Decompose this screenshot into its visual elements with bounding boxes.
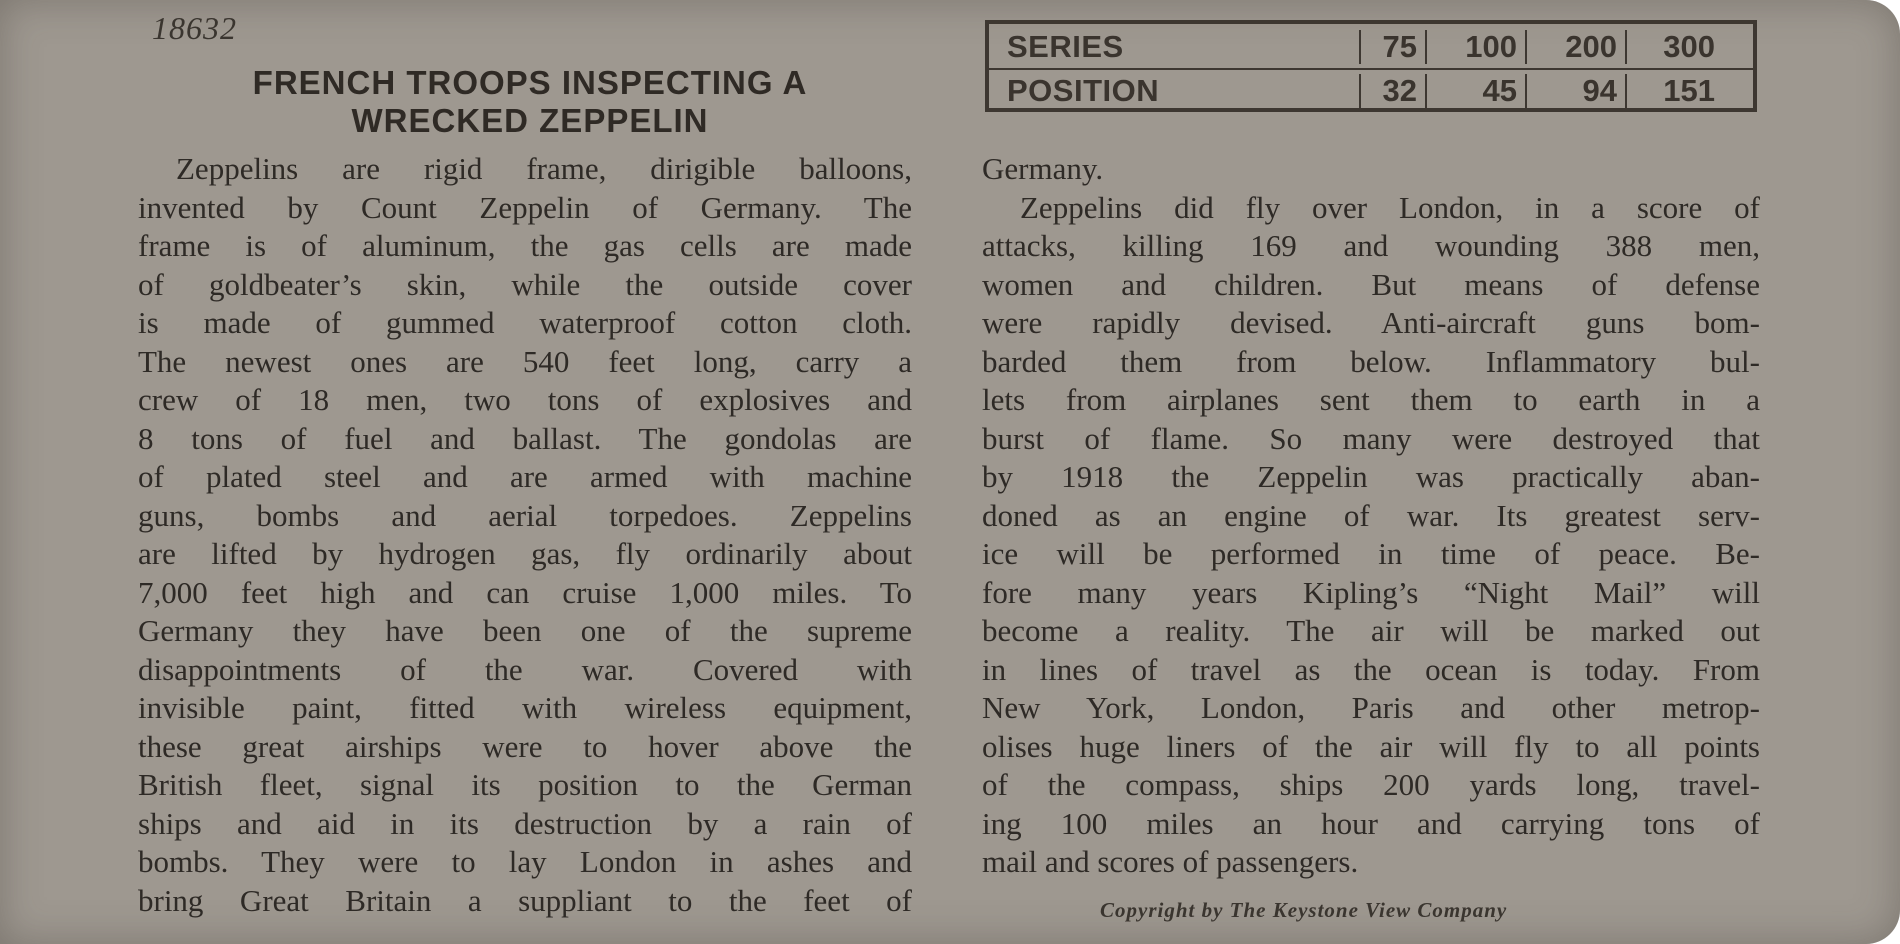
copyright-line: Copyright by The Keystone View Company [1100, 898, 1508, 922]
text-line: crew of 18 men, two tons of explosives and [138, 382, 912, 417]
text-line: invented by Count Zeppelin of Germany. The [138, 189, 912, 225]
text-line: mail and scores of passengers. [982, 844, 1359, 879]
card-title [140, 64, 920, 140]
text-line: were rapidly devised. Anti-aircraft guns bom- [982, 305, 1760, 340]
text-line: doned as an engine of war. Its greatest serv- [982, 497, 1760, 533]
text-line: fore many years Kipling’s “Night Mail” will [982, 574, 1760, 610]
text-line: burst of flame. So many were destroyed that [982, 420, 1760, 456]
text-line: ice will be performed in time of peace. Be- [982, 536, 1760, 571]
text-line: disappointments of the war. Covered with [138, 651, 912, 687]
text-line: ships and aid in its destruction by a rain of [138, 805, 912, 841]
series-value: 200 [1525, 30, 1625, 64]
text-column-right [982, 150, 1760, 882]
text-line: Zeppelins are rigid frame, dirigible balloons, [176, 151, 912, 186]
series-position-table [985, 20, 1757, 112]
text-line: olises huge liners of the air will fly to all points [982, 728, 1760, 764]
series-value: 75 [1359, 30, 1425, 64]
text-line: of plated steel and are armed with machine [138, 459, 912, 494]
position-value: 151 [1625, 74, 1723, 108]
text-line: these great airships were to hover above the [138, 728, 912, 764]
series-value: 100 [1425, 30, 1525, 64]
text-line: frame is of aluminum, the gas cells are made [138, 228, 912, 263]
position-label: POSITION [1007, 73, 1160, 108]
text-line: women and children. But means of defense [982, 266, 1760, 302]
series-value: 300 [1625, 30, 1723, 64]
card-title-line: FRENCH TROOPS INSPECTING A [252, 64, 808, 101]
text-line: bring Great Britain a suppliant to the feet of [138, 882, 912, 918]
text-line: Zeppelins did fly over London, in a score of [1020, 189, 1760, 225]
text-line: of goldbeater’s skin, while the outside cover [138, 266, 912, 302]
text-line: New York, London, Paris and other metrop- [982, 690, 1760, 725]
text-line: British fleet, signal its position to the German [138, 767, 912, 802]
text-line: barded them from below. Inflammatory bul- [982, 343, 1760, 379]
text-line: guns, bombs and aerial torpedoes. Zeppelins [138, 497, 912, 533]
text-line: ing 100 miles an hour and carrying tons of [982, 805, 1760, 841]
text-line: of the compass, ships 200 yards long, travel- [982, 767, 1760, 802]
text-line: Germany they have been one of the supreme [138, 613, 912, 648]
card-number: 18632 [152, 10, 237, 46]
position-value: 94 [1525, 74, 1625, 108]
position-value: 45 [1425, 74, 1525, 108]
series-row [989, 26, 1753, 70]
text-line: Germany. [982, 151, 1104, 186]
text-line: are lifted by hydrogen gas, fly ordinarily about [138, 536, 912, 571]
text-line: become a reality. The air will be marked out [982, 613, 1760, 648]
series-label: SERIES [1007, 29, 1124, 64]
text-line: in lines of travel as the ocean is today. From [982, 651, 1760, 687]
text-line: The newest ones are 540 feet long, carry a [138, 343, 912, 379]
text-line: lets from airplanes sent them to earth in a [982, 382, 1760, 417]
position-row [989, 70, 1753, 112]
text-line: by 1918 the Zeppelin was practically aban- [982, 459, 1760, 494]
text-line: 7,000 feet high and can cruise 1,000 miles. To [138, 574, 912, 610]
text-line: is made of gummed waterproof cotton cloth. [138, 305, 912, 340]
card-title-line: WRECKED ZEPPELIN [351, 102, 709, 139]
text-line: bombs. They were to lay London in ashes and [138, 844, 912, 879]
text-line: attacks, killing 169 and wounding 388 men, [982, 228, 1760, 263]
position-value: 32 [1359, 74, 1425, 108]
text-line: 8 tons of fuel and ballast. The gondolas are [138, 420, 912, 456]
text-line: invisible paint, fitted with wireless equipment, [138, 690, 912, 725]
text-column-left [138, 150, 912, 920]
